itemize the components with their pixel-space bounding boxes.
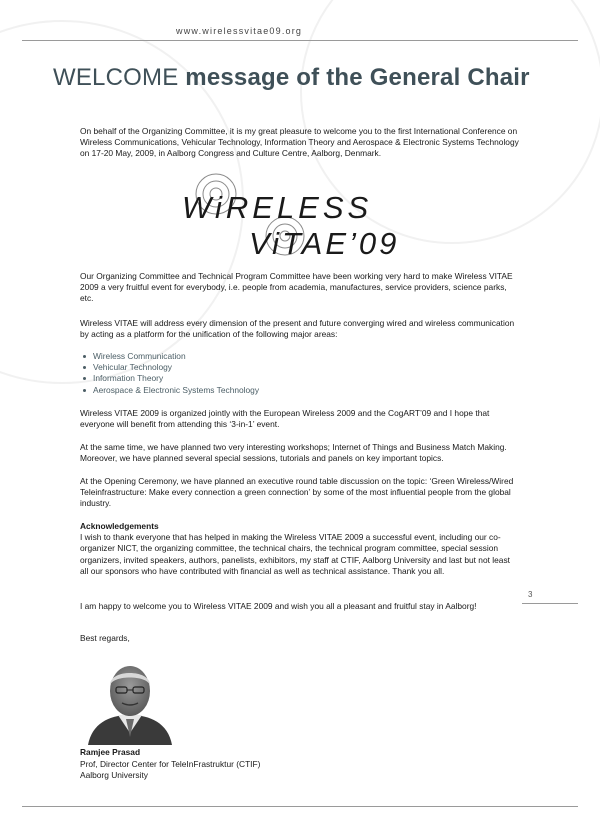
acknowledgements-heading: Acknowledgements [80,521,159,531]
page-number-divider [522,603,578,604]
intro-text: On behalf of the Organizing Committee, it is my great pleasure to welcome you to the first International Conference on Wireless Communications, Vehicular Technology, Information Theory and Aerospace & Electronic Systems Technology on 17-20 May, 2009, in Aalborg Congress and Culture Centre, Aalborg, Denmark. [80,126,519,159]
title-light: WELCOME [53,64,179,91]
areas-list [80,351,520,396]
closing-text: I am happy to welcome you to Wireless VITAE 2009 and wish you all a pleasant and fruitful stay in Aalborg! [80,601,477,611]
paragraph-4-text: At the same time, we have planned two very interesting workshops; Internet of Things and Business Match Making. Moreover, we have planned several special sessions, tutorials and panels on key important topics. [80,442,507,464]
page-title [53,64,530,92]
page-number: 3 [528,590,533,599]
paragraph-1-text: Our Organizing Committee and Technical Program Committee have been working very hard to make Wireless VITAE 2009 a very fruitful event for everybody, i.e. people from academia, manufactures, service providers, science parks, etc. [80,271,513,304]
footer-divider [22,806,578,807]
logo-line-1: WiRELESS [182,190,373,225]
paragraph-4 [80,442,520,464]
website-url[interactable]: www.wirelessvitae09.org [176,26,303,36]
signatory-name: Ramjee Prasad [80,747,141,757]
paragraph-2 [80,318,520,340]
regards [80,633,520,644]
title-bold: message of the General Chair [185,64,530,91]
paragraph-1 [80,271,520,305]
closing-paragraph [80,601,530,612]
list-item: Vehicular Technology [80,362,520,373]
paragraph-5 [80,476,520,510]
acknowledgements-text: I wish to thank everyone that has helped in making the Wireless VITAE 2009 a successful event, including our co-organizer NICT, the organizing committee, the technical chairs, the technical program committee, special session organizers, invited speakers, authors, panelists, exhibitors, my staff at CTIF, Aalborg University and last but not least all our sponsors who have contributed with financial as well as technical assistance. Thank you all. [80,532,510,576]
logo-line-2: ViTAE’09 [249,226,400,261]
wireless-vitae-logo [150,172,400,264]
list-item: Aerospace & Electronic Systems Technology [80,385,520,396]
paragraph-3-text: Wireless VITAE 2009 is organized jointly with the European Wireless 2009 and the CogART’09 and I hope that everyone will benefit from attending this ‘3-in-1’ event. [80,408,490,430]
signatory-role: Prof, Director Center for TeleInFrastruktur (CTIF) [80,759,261,769]
list-item: Information Theory [80,373,520,384]
list-item: Wireless Communication [80,351,520,362]
intro-paragraph [80,126,520,160]
signatory-organization: Aalborg University [80,770,148,780]
header-divider [22,40,578,41]
regards-text: Best regards, [80,633,130,643]
chair-portrait-photo [80,657,180,745]
paragraph-2-text: Wireless VITAE will address every dimension of the present and future converging wired and wireless communication by acting as a platform for the unification of the following major areas: [80,318,515,340]
acknowledgements [80,521,520,577]
paragraph-3 [80,408,520,430]
paragraph-5-text: At the Opening Ceremony, we have planned an executive round table discussion on the topic: ‘Green Wireless/Wired Teleinfrastructure: Make every connection a green connection’ by some of the most influential people from the global industry. [80,476,514,509]
